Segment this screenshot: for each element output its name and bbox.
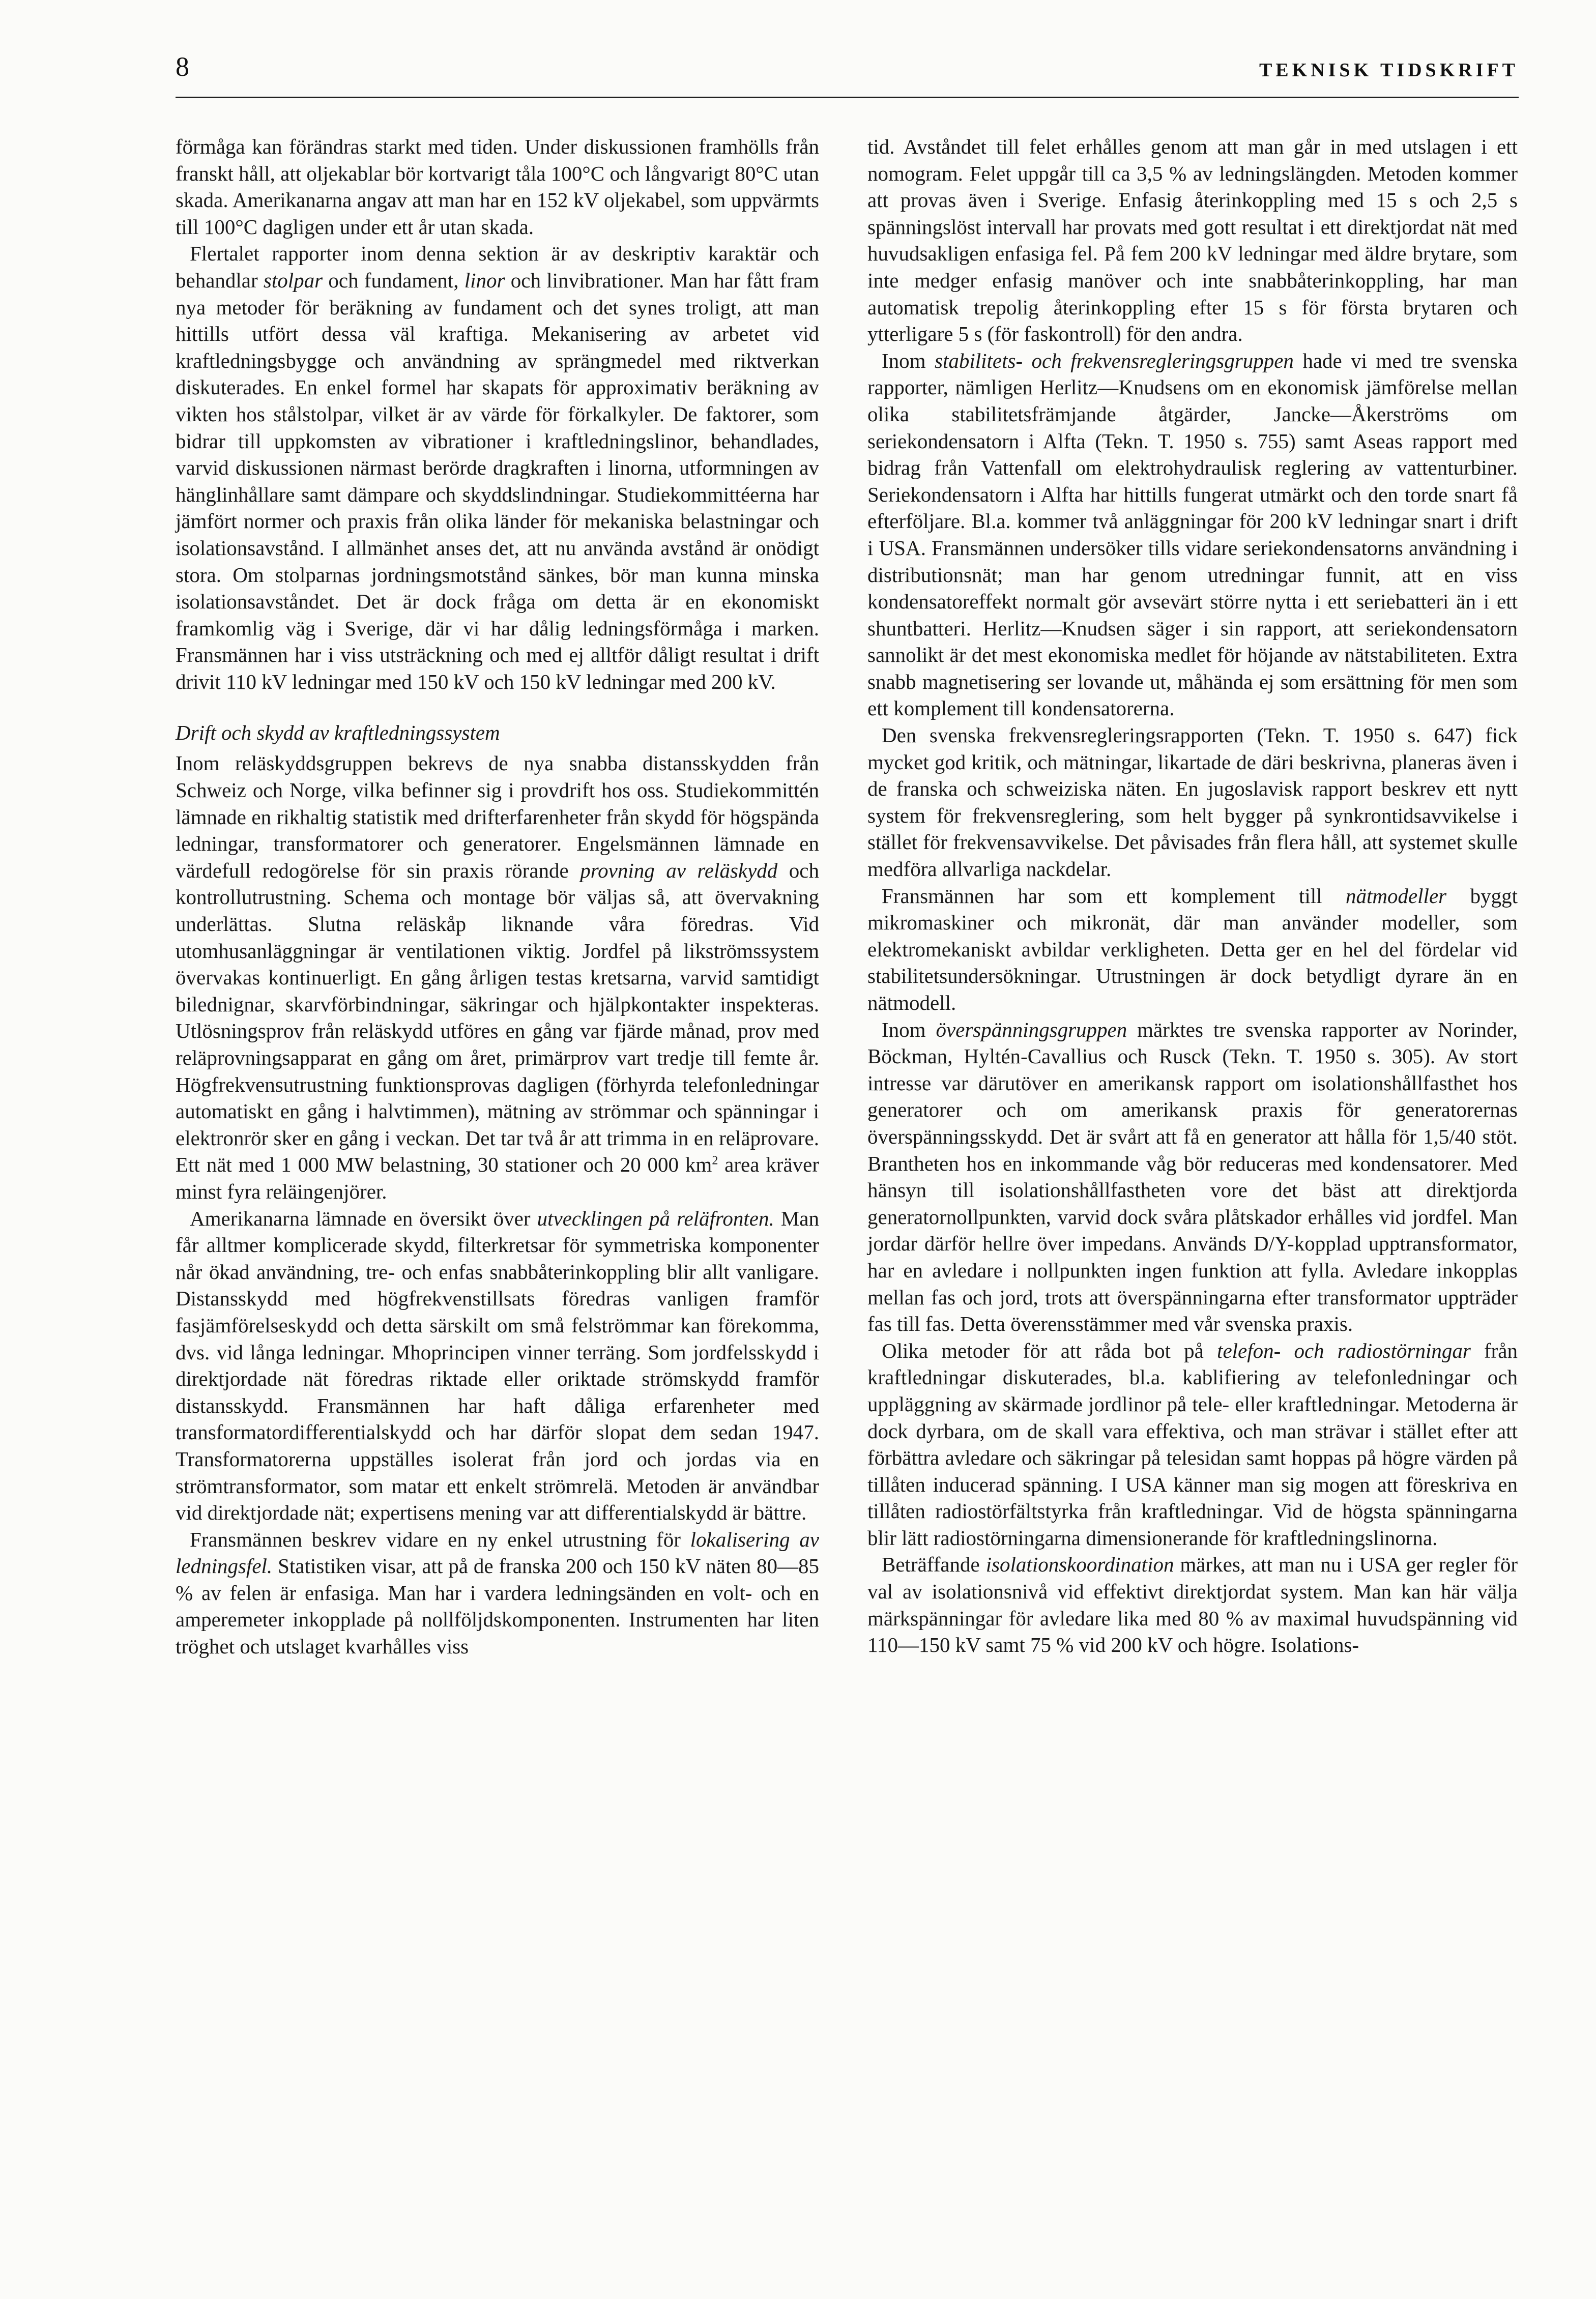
paragraph: tid. Avståndet till felet erhålles genom att man går in med utslagen i ett nomogram. Felet uppgår till ca 3,5 % av ledningslängden. Metoden kommer att provas även i Sverige. Enfasig återinkoppling med 15 s och 2,5 s spänningslöst intervall har provats med gott resultat i ett direktjordat nät med huvudsakligen enfasiga fel. På fem 200 kV ledningar med äldre brytare, som inte medger enfasig manöver och inte snabbåterinkoppling, har man automatisk trepolig återinkoppling efter 15 s för första brytaren och ytterligare 5 s (för faskontroll) för den andra. <box>867 135 1518 346</box>
page-header <box>176 51 1519 97</box>
paragraph: Inom stabilitets- och frekvensregleringsgruppen hade vi med tre svenska rapporter, nämligen Herlitz—Knudsens om en ekonomisk jämförelse mellan olika stabilitetsfrämjande åtgärder, Jancke—Åkerströms om seriekondensatorn i Alfta (Tekn. T. 1950 s. 755) samt Aseas rapport med bidrag från Vattenfall om elektrohydraulisk reglering av vattenturbiner. Seriekondensatorn i Alfta har hittills fungerat utmärkt och den torde snart få efterföljare. Bl.a. kommer två anläggningar för 200 kV ledningar snart i drift i USA. Fransmännen undersöker tills vidare seriekondensatorns användning i distributionsnät; man har genom utredningar funnit, att en viss kondensatoreffekt normalt gör avsevärt större nytta i ett seriebatteri än i ett shuntbatteri. Herlitz—Knudsen säger i sin rapport, att seriekondensatorn sannolikt är det mest ekonomiska medlet för höjande av nätstabiliteten. Extra snabb magnetisering ser lovande ut, måhända ej som ersättning för men som ett komplement till kondensatorerna. <box>867 348 1518 720</box>
paragraph: Fransmännen har som ett komplement till nätmodeller byggt mikromaskiner och mikronät, där man använder modeller, som elektromekaniskt avbildar verkligheten. Detta ger en hel del fördelar vid stabilitetsundersökningar. Utrustningen är dock betydligt dyrare än en nätmodell. <box>867 884 1518 1014</box>
journal-title: TEKNISK TIDSKRIFT <box>1259 60 1519 81</box>
paragraph: Inom reläskyddsgruppen bekrevs de nya snabba distansskydden från Schweiz och Norge, vilka befinner sig i provdrift hos oss. Studiekommittén lämnade en rikhaltig statistik med drifterfarenheter från skydd för högspända ledningar, transformatorer och generatorer. Engelsmännen lämnade en värdefull redogörelse för sin praxis rörande provning av reläskydd och kontrollutrustning. Schema och montage bör väljas så, att övervakning underlättas. Slutna reläskåp liknande våra föredras. Vid utomhusanläggningar är ventilationen viktig. Jordfel på likströmssystem övervakas kontinuerligt. En gång årligen testas kretsarna, varvid samtidigt bilednignar, skarvförbindningar, säkringar och hjälpkontakter inspekteras. Utlösningsprov från reläskydd utföres en gång var fjärde månad, prov med reläprovningsapparat en gång om året, primärprov vart tredje till femte år. Högfrekvensutrustning funktionsprovas dagligen (förhyrda telefonledningar automatiskt en gång i halvtimmen), mätning av strömmar och spänningar i elektronrör sker en gång i veckan. Det tar två år att trimma in en reläprovare. Ett nät med 1 000 MW belastning, 30 stationer och 20 000 $km^2$ area kräver minst fyra reläingenjörer. <box>176 751 819 1203</box>
section-heading: Drift och skydd av kraftledningssystem <box>176 721 500 745</box>
paragraph: Den svenska frekvensregleringsrapporten (Tekn. T. 1950 s. 647) fick mycket god kritik, och mätningar, likartade de däri beskrivna, planeras även i de franska och schweiziska näten. En jugoslavisk rapport beskrev ett nytt system för frekvensreglering, som helt bygger på synkrontidsavvikelse i stället för frekvensavvikelse. Det påvisades från flera håll, att systemet skulle medföra allvarliga nackdelar. <box>867 723 1518 881</box>
paragraph: förmåga kan förändras starkt med tiden. Under diskussionen framhölls från franskt håll, att oljekablar bör kortvarigt tåla 100°C och långvarigt 80°C utan skada. Amerikanarna angav att man har en 152 kV oljekabel, som uppvärmts till 100°C dagligen under ett år utan skada. <box>176 135 819 239</box>
paragraph: Amerikanarna lämnade en översikt över utvecklingen på reläfronten. Man får alltmer komplicerade skydd, filterkretsar för symmetriska komponenter når ökad användning, tre- och enfas snabbåterinkoppling blir allt vanligare. Distansskydd med högfrekvenstillsats föredras vanligen framför fasjämförelseskydd och detta särskilt om små felströmmar kan förekomma, dvs. vid långa ledningar. Mhoprincipen vinner terräng. Som jordfelsskydd i direktjordade nät föredras riktade eller oriktade strömskydd framför distansskydd. Fransmännen har haft dåliga erfarenheter med transformatordifferentialskydd och har därför slopat dem sedan 1947. Transformatorerna uppställes isolerat från jord och jordas via en strömtransformator, som matar ett enkelt strömrelä. Metoden är användbar vid direktjordade nät; expertisens mening var att differentialskydd är bättre. <box>176 1206 819 1525</box>
header-rule <box>176 97 1519 98</box>
paragraph: Flertalet rapporter inom denna sektion är av deskriptiv karaktär och behandlar stolpar och fundament, linor och linvibrationer. Man har fått fram nya metoder för beräkning av fundament och det synes troligt, att man hittills utfört dessa väl kraftiga. Mekanisering av arbetet vid kraftledningsbygge och användning av sprängmedel med riktverkan diskuterades. En enkel formel har skapats för approximativ beräkning av vikten hos stålstolpar, vilket är av värde för förkalkyler. De faktorer, som bidrar till uppkomsten av vibrationer i kraftledningslinor, behandlades, varvid diskussionen närmast berörde dragkraften i linorna, utformningen av hänglinhållare samt dämpare och skyddslindningar. Studiekommittéerna har jämfört normer och praxis från olika länder för mekaniska belastningar och isolationsavstånd. I allmänhet anses det, att nu använda avstånd är onödigt stora. Om stolparnas jordningsmotstånd sänkes, bör man kunna minska isolationsavståndet. Det är dock fråga om detta är en ekonomiskt framkomlig väg i Sverige, där vi har dålig ledningsförmåga i marken. Fransmännen har i viss utsträckning och med ej alltför dåligt resultat i drift drivit 110 kV ledningar med 150 kV och 150 kV ledningar med 200 kV. <box>176 242 820 693</box>
paragraph: Inom överspänningsgruppen märktes tre svenska rapporter av Norinder, Böckman, Hyltén-Cavallius och Rusck (Tekn. T. 1950 s. 305). Av stort intresse var därutöver en amerikansk rapport om isolationshållfasthet hos generatorer och om amerikansk praxis för generatorernas överspänningsskydd. Det är svårt att få en generator att hålla för 1,5/40 stöt. Brantheten hos en inkommande våg bör reduceras med kondensatorer. Med hänsyn till isolationshållfastheten vore det bäst att direktjorda generatornollpunkten, varvid dock svåra plåtskador erhålles vid jordfel. Man jordar därför hellre över impedans. Används D/Y-kopplad upptransformator, har en avledare i nollpunkten ingen funktion att fylla. Avledare inkopplas mellan fas och jord, trots att överspänningarna efter transformator uppträder fas till fas. Detta överensstämmer med vår svenska praxis. <box>867 1017 1518 1336</box>
right-column <box>867 133 1518 1658</box>
left-column <box>176 133 819 1660</box>
paragraph: Fransmännen beskrev vidare en ny enkel utrustning för lokalisering av ledningsfel. Statistiken visar, att på de franska 200 och 150 kV näten 80—85 % av felen är enfasiga. Man har i vardera ledningsänden en volt- och en amperemeter inkopplade på nollföljdskomponenten. Instrumenten har liten tröghet och utslaget kvarhålles viss <box>176 1527 819 1658</box>
page-number: 8 <box>176 51 189 82</box>
paragraph: Beträffande isolationskoordination märkes, att man nu i USA ger regler för val av isolationsnivå vid effektivt direktjordat system. Man kan här välja märkspänningar för avledare lika med 80 % av maximal huvudspänning vid 110—150 kV samt 75 % vid 200 kV och högre. Isolations- <box>867 1553 1518 1657</box>
paragraph: Olika metoder för att råda bot på telefon- och radiostörningar från kraftledningar diskuterades, bl.a. kablifiering av telefonledningar och uppläggning av skärmade jordlinor på tele- eller kraftledningar. Metoderna är dock dyrbara, om de skall vara effektiva, och man strävar i stället efter att förbättra avledare och säkringar på telesidan samt hoppas på högre värden på tillåten inducerad spänning. I USA känner man sig mogen att föreskriva en tillåten radiostörfältstyrka från kraftledningar. Vid de högsta spänningarna blir lätt radiostörningarna dimensionerande för kraftledningslinorna. <box>867 1338 1518 1550</box>
